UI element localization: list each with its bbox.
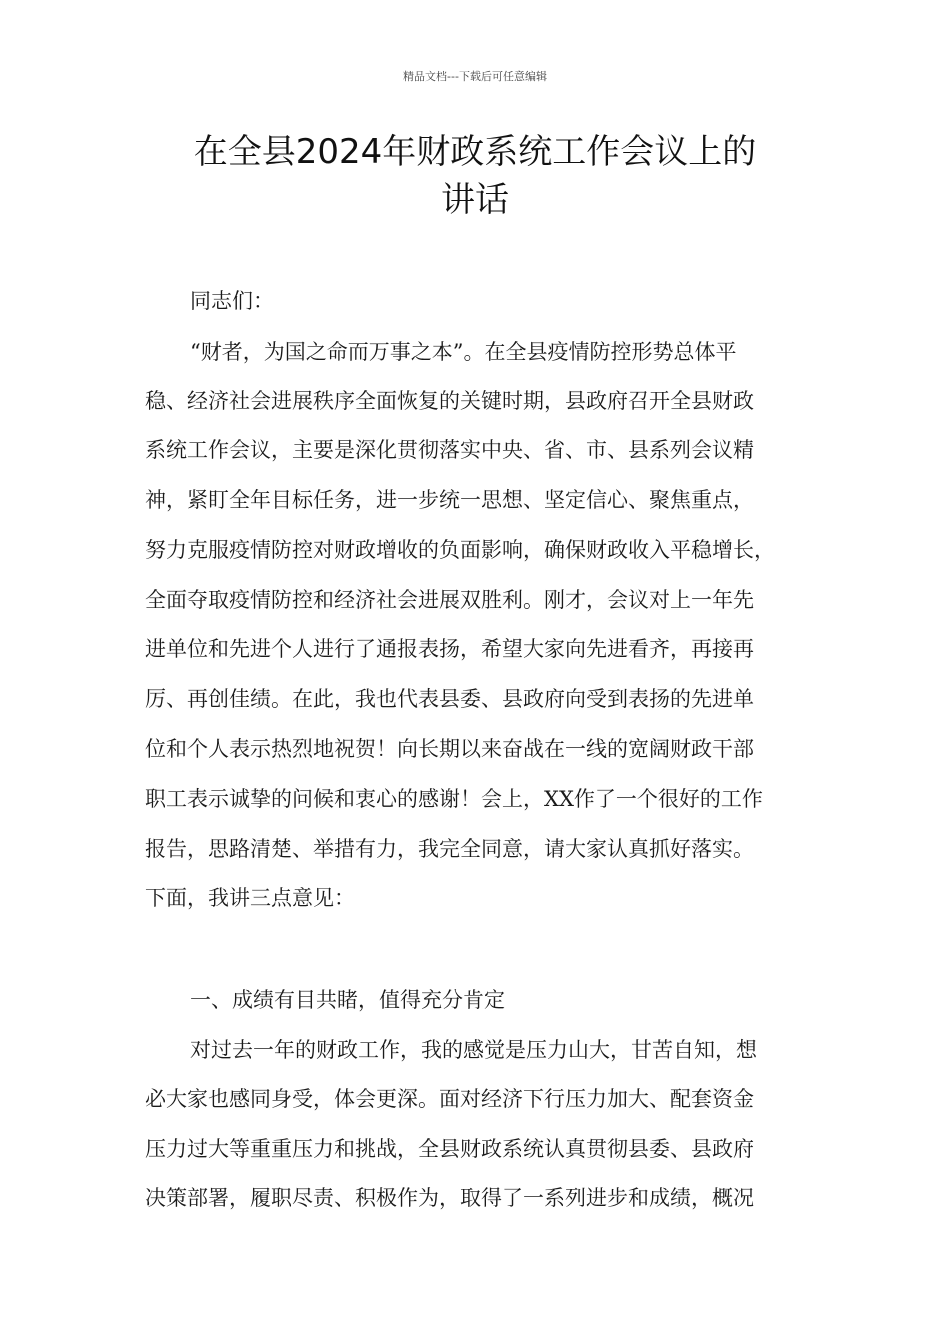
paragraph-line: 努力克服疫情防控对财政增收的负面影响，确保财政收入平稳增长， [145,538,775,562]
paragraph-line: 位和个人表示热烈地祝贺！向长期以来奋战在一线的宽阔财政干部 [145,737,754,761]
paragraph-line: 全面夺取疫情防控和经济社会进展双胜利。刚才，会议对上一年先 [145,588,754,612]
paragraph-line: 压力过大等重重压力和挑战，全县财政系统认真贯彻县委、县政府 [145,1137,754,1161]
paragraph-line: 下面，我讲三点意见： [145,886,355,910]
paragraph-line: 系统工作会议，主要是深化贯彻落实中央、省、市、县系列会议精 [145,438,754,462]
title-line-1: 在全县2024年财政系统工作会议上的 [193,132,757,172]
paragraph-line: 职工表示诚挚的问候和衷心的感谢！会上，XX作了一个很好的工作 [145,787,763,811]
paragraph-line: 决策部署，履职尽责、积极作为，取得了一系列进步和成绩，概况 [145,1186,754,1210]
section-heading: 一、成绩有目共睹，值得充分肯定 [190,988,505,1012]
paragraph-line: 报告，思路清楚、举措有力，我完全同意，请大家认真抓好落实。 [145,837,754,861]
header-note: 精品文档---下载后可任意编辑 [403,70,547,83]
paragraph-line: 对过去一年的财政工作，我的感觉是压力山大，甘苦自知，想 [190,1038,757,1062]
paragraph-line: 必大家也感同身受，体会更深。面对经济下行压力加大、配套资金 [145,1087,754,1111]
document-title [120,128,830,224]
salutation: 同志们： [190,289,274,313]
paragraph-line: 厉、再创佳绩。在此，我也代表县委、县政府向受到表扬的先进单 [145,687,754,711]
paragraph-line: 稳、经济社会进展秩序全面恢复的关键时期，县政府召开全县财政 [145,389,754,413]
title-line-2: 讲话 [441,180,509,220]
paragraph-line: 进单位和先进个人进行了通报表扬，希望大家向先进看齐，再接再 [145,637,754,661]
paragraph-line: 神，紧盯全年目标任务，进一步统一思想、坚定信心、聚焦重点， [145,488,754,512]
paragraph-line: “财者，为国之命而万事之本”。在全县疫情防控形势总体平 [190,340,737,364]
